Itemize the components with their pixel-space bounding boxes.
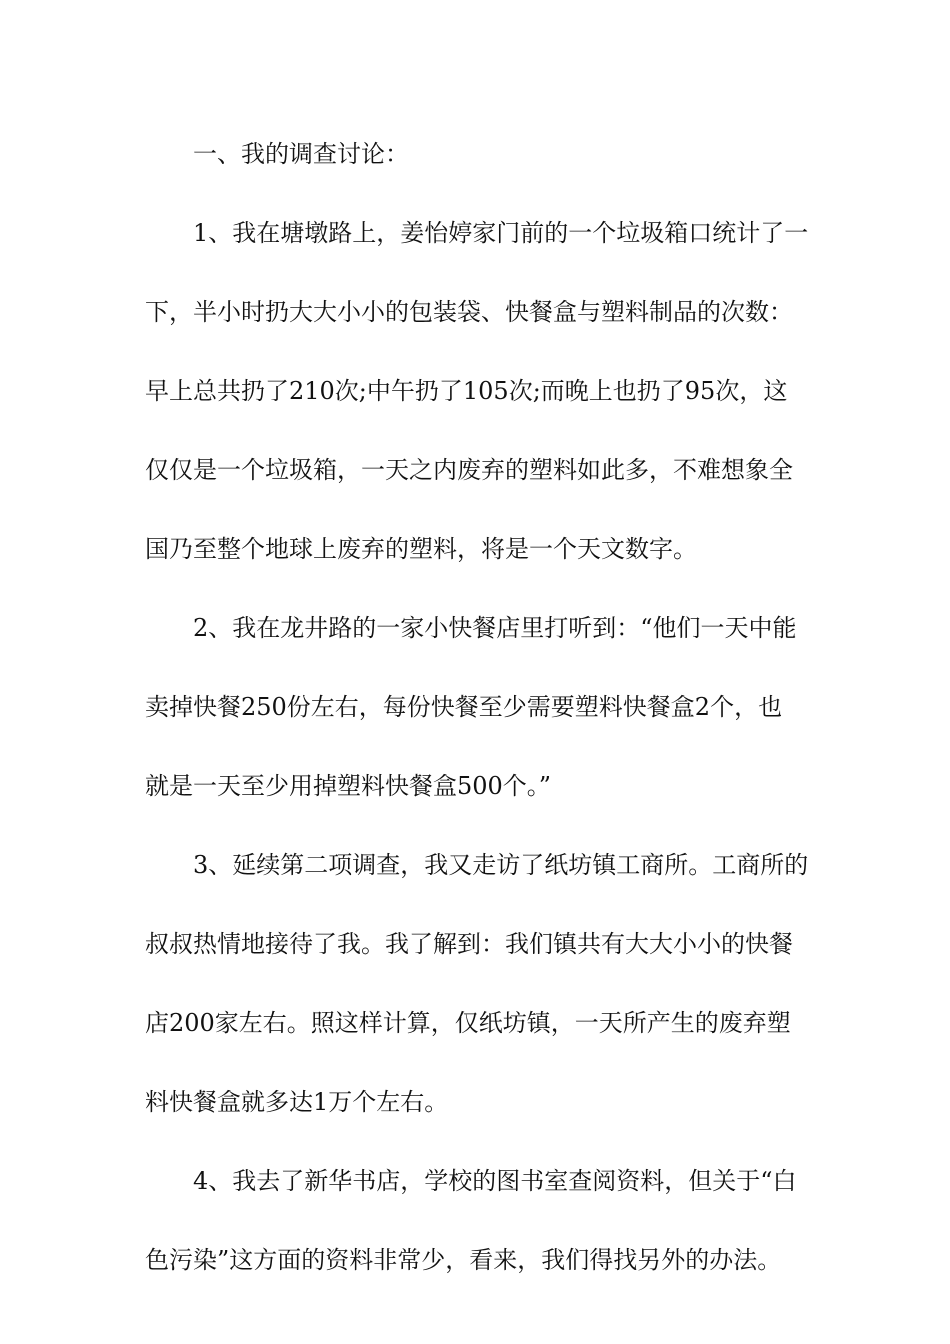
paragraph-1 — [145, 207, 810, 575]
paragraph-line: 1、我在塘墩路上，姜怡婷家门前的一个垃圾箱口统计了一 — [193, 219, 809, 247]
section-heading: 一、我的调查讨论： — [193, 140, 409, 168]
paragraph-line: 仅仅是一个垃圾箱，一天之内废弃的塑料如此多，不难想象全 — [145, 456, 793, 484]
paragraph-3 — [145, 839, 810, 1128]
paragraph-line: 国乃至整个地球上废弃的塑料，将是一个天文数字。 — [145, 535, 697, 563]
paragraph-line: 下，半小时扔大大小小的包装袋、快餐盒与塑料制品的次数： — [145, 298, 793, 326]
paragraph-line: 叔叔热情地接待了我。我了解到：我们镇共有大大小小的快餐 — [145, 930, 793, 958]
paragraph-line: 色污染”这方面的资料非常少，看来，我们得找另外的办法。 — [145, 1246, 782, 1274]
paragraph-line: 就是一天至少用掉塑料快餐盒500个。” — [145, 772, 552, 800]
paragraph-line: 3、延续第二项调查，我又走访了纸坊镇工商所。工商所的 — [193, 851, 809, 879]
paragraph-line: 店200家左右。照这样计算，仅纸坊镇，一天所产生的废弃塑 — [145, 1009, 791, 1037]
paragraph-line: 2、我在龙井路的一家小快餐店里打听到：“他们一天中能 — [193, 614, 797, 642]
paragraph-line: 4、我去了新华书店，学校的图书室查阅资料，但关于“白 — [193, 1167, 797, 1195]
paragraph-line: 料快餐盒就多达1万个左右。 — [145, 1088, 449, 1116]
document-body — [145, 128, 810, 1313]
paragraph-4 — [145, 1155, 810, 1286]
paragraph-line: 卖掉快餐250份左右，每份快餐至少需要塑料快餐盒2个，也 — [145, 693, 783, 721]
paragraph-2 — [145, 602, 810, 812]
paragraph-line: 早上总共扔了210次;中午扔了105次;而晚上也扔了95次，这 — [145, 377, 788, 405]
